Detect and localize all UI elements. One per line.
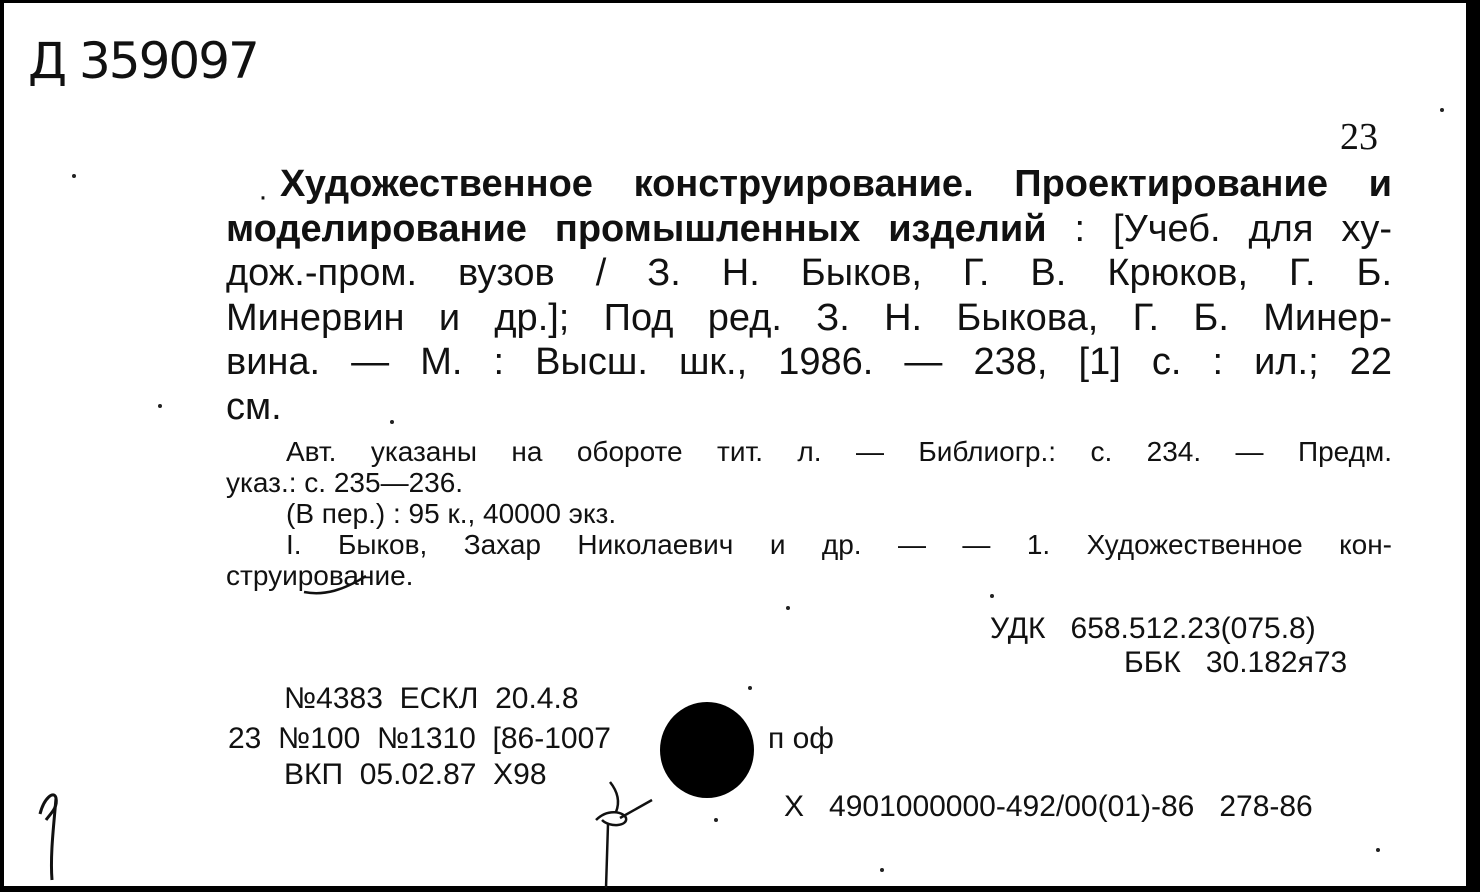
bbk-code: ББК 30.182я73	[1124, 646, 1348, 679]
title-line-rest: : [Учеб. для ху-	[1046, 207, 1392, 250]
note-line: струирование.	[226, 560, 414, 591]
note-line: Авт. указаны на обороте тит. л. — Библиогр.: с. 234. — Предм.	[286, 436, 1392, 467]
handwritten-mark-icon	[590, 772, 670, 890]
admin-line: №4383 ЕСКЛ 20.4.8	[284, 682, 579, 715]
udk-code: УДК 658.512.23(075.8)	[990, 612, 1316, 645]
ink-speck	[786, 606, 790, 610]
bibliographic-description	[226, 162, 1392, 429]
card-border-right	[1466, 0, 1480, 892]
admin-line: 23 №100 №1310 [86-1007	[228, 722, 611, 755]
title-line	[226, 207, 1392, 252]
note-line: (В пер.) : 95 к., 40000 экз.	[286, 498, 617, 529]
body-line: вина. — М. : Высш. шк., 1986. — 238, [1] с. : ил.; 22	[226, 341, 1392, 383]
notes-section	[226, 436, 1392, 591]
punch-hole	[660, 702, 754, 798]
admin-line: ВКП 05.02.87 Х98	[284, 758, 547, 791]
note-line: I. Быков, Захар Николаевич и др. — — 1. Художественное кон-	[286, 529, 1392, 560]
body-line: дож.-пром. вузов / З. Н. Быков, Г. В. Крюков, Г. Б.	[226, 252, 1392, 294]
card-border-top	[0, 0, 1480, 3]
body-line: Минервин и др.]; Под ред. З. Н. Быкова, Г. Б. Минер-	[226, 296, 1392, 339]
note-line: указ.: с. 235—236.	[226, 467, 464, 498]
print-number-line: Х 4901000000-492/00(01)-86 278-86	[784, 790, 1313, 823]
ink-speck	[390, 420, 394, 424]
ink-speck	[1376, 848, 1380, 852]
card-border-left	[0, 0, 4, 892]
ink-speck	[880, 868, 884, 872]
ink-smudge-icon	[300, 570, 380, 600]
body-line: см.	[226, 385, 282, 428]
ink-speck	[1440, 108, 1444, 112]
classification-number: 23	[1340, 116, 1378, 158]
ink-speck	[158, 404, 162, 408]
ink-speck	[990, 594, 994, 598]
title-line-bold: моделирование промышленных изделий	[226, 207, 1047, 250]
admin-line-suffix: п оф	[768, 722, 834, 755]
ink-speck	[714, 818, 718, 822]
title-line: Художественное конструирование. Проектирование и	[280, 163, 1392, 205]
inventory-stamp: Д 359097	[28, 32, 258, 90]
handwritten-initial-icon	[30, 784, 70, 884]
margin-dot: ·	[258, 180, 268, 213]
ink-speck	[72, 174, 76, 178]
card-border-bottom	[0, 886, 1480, 892]
ink-speck	[748, 686, 752, 690]
